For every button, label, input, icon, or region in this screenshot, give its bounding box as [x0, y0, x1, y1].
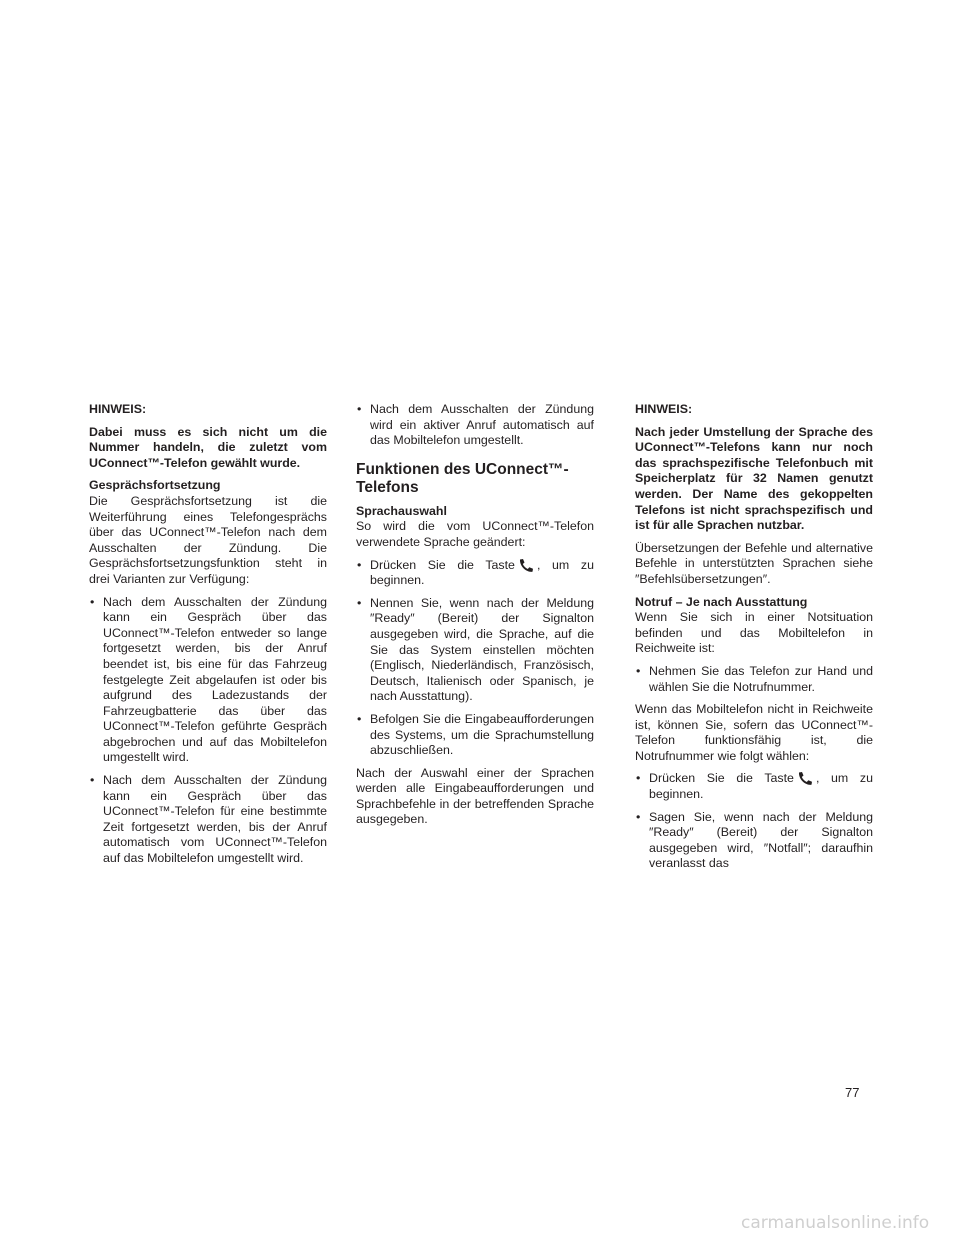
- paragraph-after-selection: Nach der Auswahl einer der Sprachen werden alle Eingabeaufforderungen und Sprachbefehle in der betreffenden Sprache ausgegeben.: [356, 765, 594, 827]
- bullet-list: [635, 664, 873, 695]
- list-item: • Nach dem Ausschalten der Zündung kann ein Gespräch über das UConnect™-Telefon entweder so lange fortgesetzt werden, bis der Anruf beendet ist, bis eine für das Fahrzeug festgelegte Zeit abgelaufen ist oder bis aufgrund des Ladezustands der Fahrzeugbatterie das über das UConnect™-Telefon geführte Gespräch abgebrochen und auf das Mobiltelefon umgestellt wird.: [89, 595, 327, 767]
- phone-icon: [517, 558, 535, 573]
- paragraph-translations: Übersetzungen der Befehle und alternative Befehle in unterstützten Sprachen siehe ″Befehlsübersetzungen″.: [635, 540, 873, 586]
- watermark: carmanualsonline.info: [741, 1213, 930, 1233]
- list-item: • Nach dem Ausschalten der Zündung kann ein Gespräch über das UConnect™-Telefon für eine bestimmte Zeit fortgesetzt werden, bis der Anruf automatisch vom UConnect™-Telefon auf das Mobiltelefon umgestellt wird.: [89, 773, 327, 867]
- section-subtitle-emergency: Notruf – Je nach Ausstattung: [635, 594, 808, 609]
- list-item: • Befolgen Sie die Eingabeaufforderungen des Systems, um die Sprachumstellung abzuschließen.: [356, 712, 594, 759]
- bullet-list: [356, 558, 594, 759]
- list-item-text: , um zu beginnen.: [649, 771, 873, 802]
- paragraph-out-of-range: Wenn das Mobiltelefon nicht in Reichweite ist, können Sie, sofern das UConnect™-Telefon funktionsfähig ist, die Notrufnummer wie folgt wählen:: [635, 702, 873, 763]
- bullet-list: [635, 771, 873, 872]
- list-item-text: Drücken Sie die Taste: [649, 771, 794, 786]
- section-title: Funktionen des UConnect™-Telefons: [356, 460, 569, 496]
- note-label: HINWEIS:: [635, 402, 693, 416]
- note-label: HINWEIS:: [89, 402, 147, 416]
- page-number: 77: [845, 1085, 860, 1100]
- list-item-text: , um zu beginnen.: [370, 557, 594, 588]
- phone-icon: [796, 771, 814, 786]
- bullet-list: [89, 595, 327, 867]
- note-text: Nach jeder Umstellung der Sprache des UConnect™-Telefons kann nur noch das sprachspezifische Telefonbuch mit Speicherplatz für 32 Namen genutzt werden. Der Name des gekoppelten Telefons ist nicht sprachspezifisch und ist für alle Sprachen nutzbar.: [635, 424, 873, 533]
- section-subtitle-language: Sprachauswahl: [356, 503, 447, 518]
- note-text: Dabei muss es sich nicht um die Nummer handeln, die zuletzt vom UConnect™-Telefon gewählt wurde.: [89, 424, 327, 470]
- list-item: • Nach dem Ausschalten der Zündung wird ein aktiver Anruf automatisch auf das Mobiltelefon umgestellt.: [356, 402, 594, 449]
- list-item-text: Drücken Sie die Taste: [370, 557, 515, 572]
- section-subtitle-call-continuation: Gesprächsfortsetzung: [89, 478, 221, 493]
- paragraph-call-continuation: Die Gesprächsfortsetzung ist die Weiterführung eines Telefongesprächs über das UConnect™-Telefon nach dem Ausschalten der Zündung. Die Gesprächsfortsetzungsfunktion steht in drei Varianten zur Verfügung:: [89, 493, 327, 586]
- column-middle: [356, 402, 594, 835]
- list-item: • Nehmen Sie das Telefon zur Hand und wählen Sie die Notrufnummer.: [635, 664, 873, 695]
- list-item: • Nennen Sie, wenn nach der Meldung ″Ready″ (Bereit) der Signalton ausgegeben wird, die Sprache, auf die Sie das System einstellen möchten (Englisch, Niederländisch, Französisch, Deutsch, Italienisch oder Spanisch, je nach Ausstattung).: [356, 596, 594, 705]
- bullet-list: [356, 402, 594, 449]
- column-right: [635, 402, 873, 879]
- list-item: • Sagen Sie, wenn nach der Meldung ″Ready″ (Bereit) der Signalton ausgegeben wird, ″Notfall″; daraufhin veranlasst das: [635, 810, 873, 872]
- paragraph-emergency-intro: Wenn Sie sich in einer Notsituation befinden und das Mobiltelefon in Reichweite ist:: [635, 610, 873, 656]
- column-left: [89, 402, 327, 874]
- list-item: [356, 558, 594, 589]
- paragraph-language-intro: So wird die vom UConnect™-Telefon verwendete Sprache geändert:: [356, 519, 594, 549]
- list-item: [635, 771, 873, 802]
